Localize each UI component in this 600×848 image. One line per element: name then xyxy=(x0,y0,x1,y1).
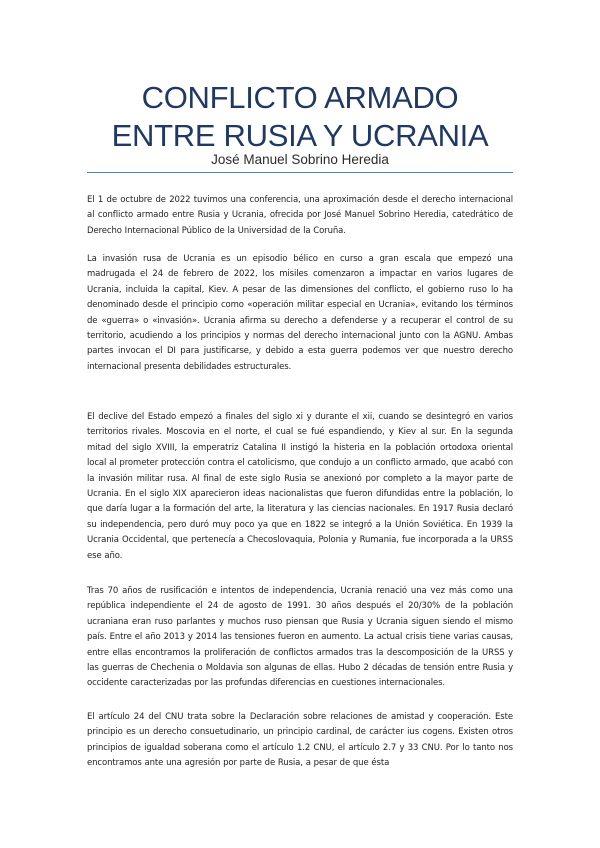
document-title-line-1: CONFLICTO ARMADO xyxy=(141,80,459,115)
paragraph-invasion: La invasión rusa de Ucrania es un episodio bélico en curso a gran escala que empezó una madrugada el 24 de febrero de 2022, los misiles comenzaron a impactar en varios lugares de Ucrania, incluida la capital, Kiev. A pesar de las dimensiones del conflicto, el gobierno ruso lo ha denominado desde el principio como «operación militar especial en Ucrania», evitando los términos de «guerra» o «invasión». Ucrania afirma su derecho a defenderse y a recuperar el control de su territorio, acudiendo a los principios y normas del derecho internacional junto con la AGNU. Ambas partes invocan el DI para justificarse, y debido a esta guerra podemos ver que nuestro derecho internacional presenta debilidades estructurales. xyxy=(87,254,513,372)
document-title-line-2: ENTRE RUSIA Y UCRANIA xyxy=(111,118,489,153)
paragraph-history: El declive del Estado empezó a finales del siglo xi y durante el xii, cuando se desintegró en varios territorios rivales. Moscovia en el norte, el cual se fué espandiendo, y Kiev al sur. En la segunda mitad del siglo XVIII, la emperatriz Catalina II instigó la histeria en la población ortodoxa oriental local al prometer protección contra el catolicismo, que condujo a un conflicto armado, que acabó con la invasión militar rusa. Al final de este siglo Rusia se anexionó por completo a la mayor parte de Ucrania. En el siglo XIX aparecieron ideas nacionalistas que fueron difundidas entre la población, lo que daría lugar a la formación del arte, la literatura y las ciencias nacionales. En 1917 Rusia declaró su independencia, pero duró muy poco ya que en 1822 se integró a la Unión Soviética. En 1939 la Ucrania Occidental, que pertenecía a Checoslovaquia, Polonia y Rumania, fue incorporada a la URSS ese año. xyxy=(87,412,513,561)
paragraph-independence: Tras 70 años de rusificación e intentos de independencia, Ucrania renació una vez más como una república independiente el 24 de agosto de 1991. 30 años después el 20/30% de la población ucraniana eran ruso parlantes y muchos ruso piensan que Rusia y Ucrania siguen siendo el mismo país. Entre el año 2013 y 2014 las tensiones fueron en aumento. La actual crisis tiene varias causas, entre ellas encontramos la proliferación de conflictos armados tras la descomposición de la URSS y las guerras de Chechenia o Moldavia son algunas de ellas. Hubo 2 décadas de tensión entre Rusia y occidente caracterizadas por las profundas diferencias en cuestiones internacionales. xyxy=(87,586,513,689)
document-author: José Manuel Sobrino Heredia xyxy=(211,152,389,167)
paragraph-article-24: El artículo 24 del CNU trata sobre la Declaración sobre relaciones de amistad y cooperación. Este principio es un derecho consuetudinario, un principio cardinal, de carácter ius cogens. Existen otros principios de igualdad soberana como el artículo 1.2 CNU, el artículo 2.7 y 33 CNU. Por lo tanto nos encontramos ante una agresión por parte de Rusia, a pesar de que ésta xyxy=(87,712,513,769)
title-divider xyxy=(87,172,513,173)
paragraph-intro: El 1 de octubre de 2022 tuvimos una conferencia, una aproximación desde el derecho internacional al conflicto armado entre Rusia y Ucrania, ofrecida por José Manuel Sobrino Heredia, catedrático de Derecho Internacional Público de la Universidad de la Coruña. xyxy=(87,195,513,236)
